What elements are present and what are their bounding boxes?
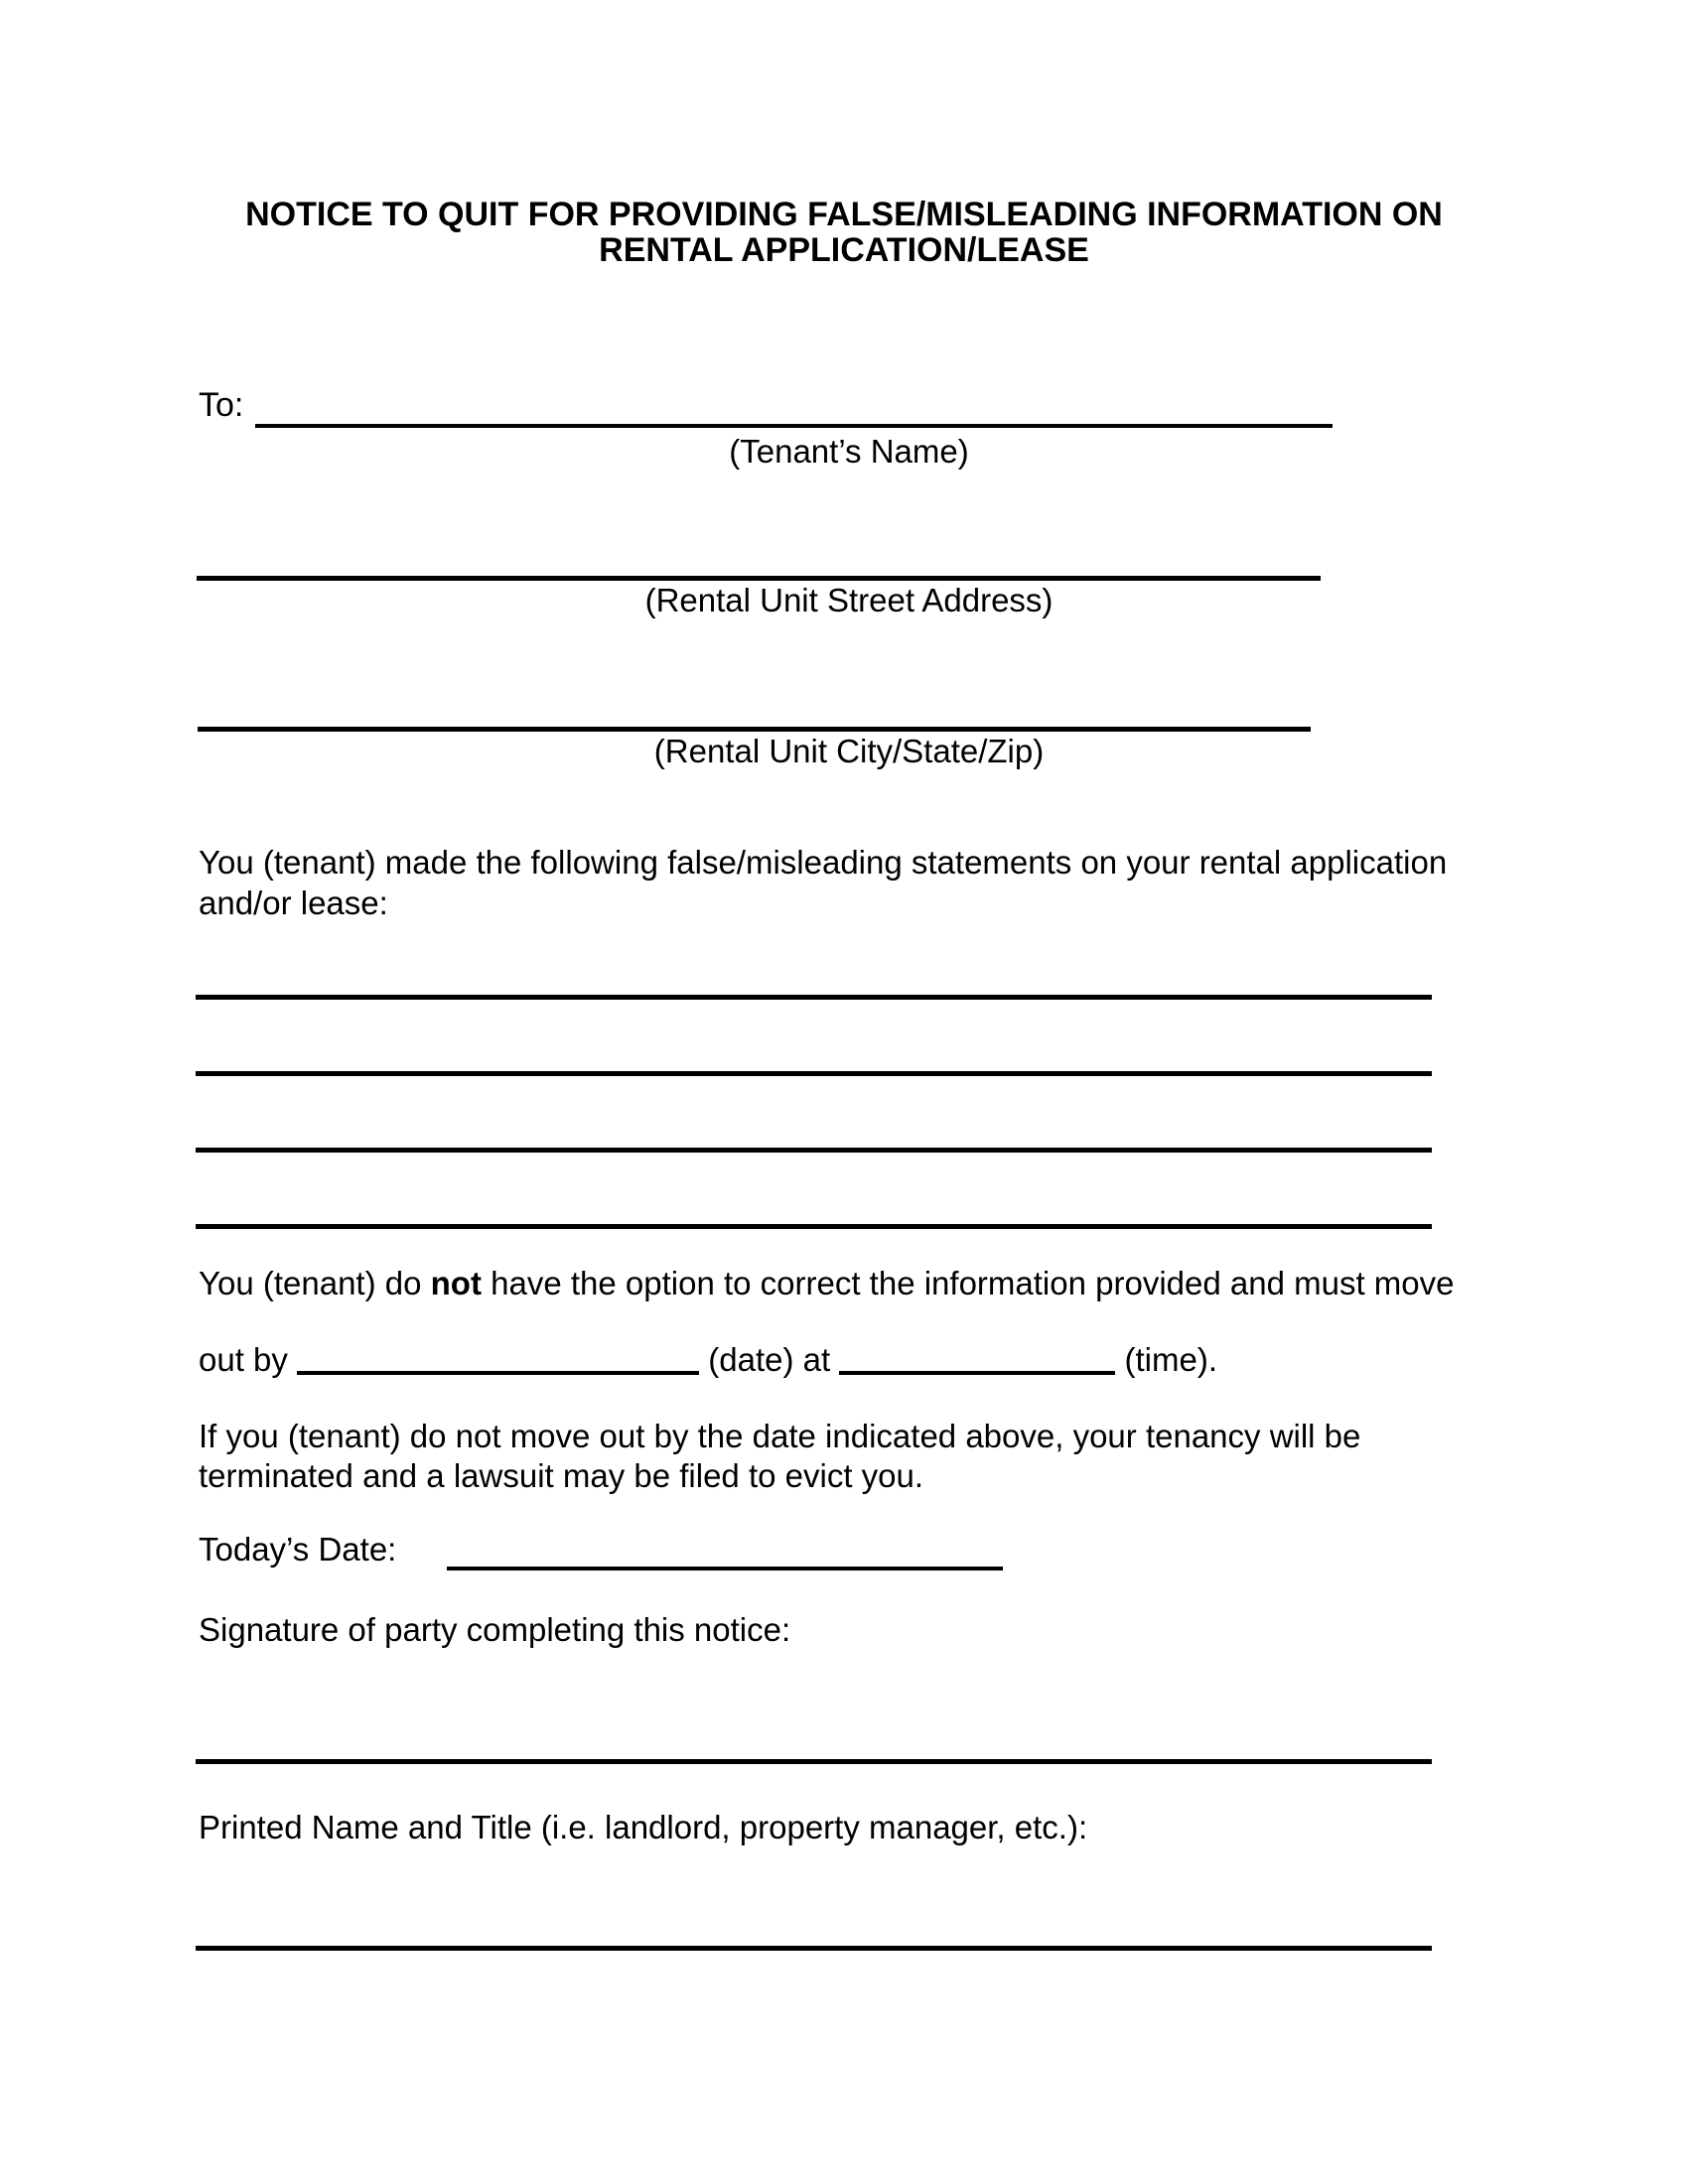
move-out-label: out by xyxy=(199,1341,288,1378)
city-state-zip-caption: (Rental Unit City/State/Zip) xyxy=(653,733,1045,769)
warning-paragraph: If you (tenant) do not move out by the date indicated above, your tenancy will be terminated and a lawsuit may be filed to evict you. xyxy=(199,1418,1361,1494)
statement-line-1[interactable] xyxy=(196,995,1432,1000)
statement-line-3[interactable] xyxy=(196,1148,1432,1153)
to-label: To: xyxy=(199,386,244,424)
todays-date-field[interactable] xyxy=(447,1567,1003,1570)
todays-date-label: Today’s Date: xyxy=(199,1531,397,1568)
move-out-date-field[interactable] xyxy=(297,1343,699,1375)
statement-line-4[interactable] xyxy=(196,1224,1432,1229)
document-title xyxy=(0,197,1688,268)
street-address-caption: (Rental Unit Street Address) xyxy=(644,582,1054,618)
document-title-line1: NOTICE TO QUIT FOR PROVIDING FALSE/MISLEADING INFORMATION ON xyxy=(245,196,1443,233)
no-correction-suffix: have the option to correct the information provided and must move xyxy=(481,1265,1455,1301)
tenant-name-field[interactable] xyxy=(255,424,1333,428)
move-out-row xyxy=(199,1340,1217,1380)
date-caption: (date) at xyxy=(708,1341,831,1378)
statements-intro-paragraph: You (tenant) made the following false/misleading statements on your rental application and/or lease: xyxy=(199,844,1448,921)
no-correction-sentence xyxy=(199,1264,1455,1303)
no-correction-prefix: You (tenant) do xyxy=(199,1265,431,1301)
signature-label: Signature of party completing this notice: xyxy=(199,1611,791,1648)
time-caption: (time). xyxy=(1124,1341,1217,1378)
document-title-line2: RENTAL APPLICATION/LEASE xyxy=(599,231,1089,269)
printed-name-field[interactable] xyxy=(196,1946,1432,1951)
tenant-name-caption: (Tenant’s Name) xyxy=(729,433,969,470)
no-correction-bold-not: not xyxy=(430,1265,482,1301)
move-out-time-field[interactable] xyxy=(839,1343,1115,1375)
printed-name-label: Printed Name and Title (i.e. landlord, property manager, etc.): xyxy=(199,1809,1088,1845)
signature-field[interactable] xyxy=(196,1759,1432,1764)
statement-line-2[interactable] xyxy=(196,1071,1432,1076)
